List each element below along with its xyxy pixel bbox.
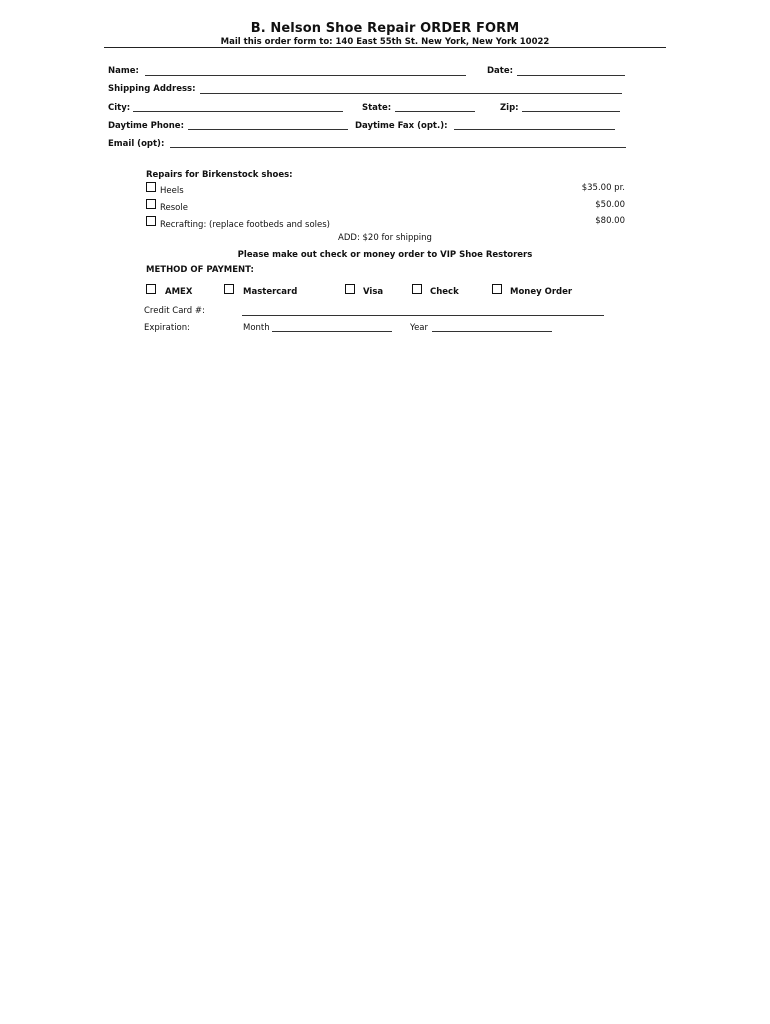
mastercard-label: Mastercard xyxy=(243,287,298,297)
expiration-label: Expiration: xyxy=(144,323,191,333)
resole-label: Resole xyxy=(160,203,188,213)
date-field[interactable] xyxy=(517,75,625,76)
email-field[interactable] xyxy=(170,147,626,148)
money-order-label: Money Order xyxy=(510,287,573,297)
month-label: Month xyxy=(243,323,270,333)
zip-field[interactable] xyxy=(522,111,620,112)
resole-price: $50.00 xyxy=(595,200,625,210)
year-field[interactable] xyxy=(432,331,552,332)
fax-label: Daytime Fax (opt.): xyxy=(355,121,448,131)
credit-card-label: Credit Card #: xyxy=(144,306,205,316)
month-field[interactable] xyxy=(272,331,392,332)
amex-checkbox[interactable] xyxy=(146,284,156,294)
shipping-address-label: Shipping Address: xyxy=(108,84,196,94)
heels-checkbox[interactable] xyxy=(146,182,156,192)
mailing-address: Mail this order form to: 140 East 55th St. New York, New York 10022 xyxy=(220,37,550,47)
visa-checkbox[interactable] xyxy=(345,284,355,294)
title-divider xyxy=(104,47,666,48)
city-label: City: xyxy=(108,103,131,113)
city-field[interactable] xyxy=(133,111,343,112)
check-checkbox[interactable] xyxy=(412,284,422,294)
check-label: Check xyxy=(430,287,459,297)
heels-label: Heels xyxy=(160,186,184,196)
year-label: Year xyxy=(410,323,428,333)
email-label: Email (opt): xyxy=(108,139,165,149)
amex-label: AMEX xyxy=(165,287,193,297)
heels-price: $35.00 pr. xyxy=(581,183,625,193)
state-label: State: xyxy=(362,103,392,113)
phone-field[interactable] xyxy=(188,129,348,130)
check-payable-note: Please make out check or money order to VIP Shoe Restorers xyxy=(237,250,533,260)
money-order-checkbox[interactable] xyxy=(492,284,502,294)
zip-label: Zip: xyxy=(500,103,519,113)
name-label: Name: xyxy=(108,66,139,76)
date-label: Date: xyxy=(487,66,514,76)
recrafting-checkbox[interactable] xyxy=(146,216,156,226)
form-title: B. Nelson Shoe Repair ORDER FORM xyxy=(250,21,520,36)
mastercard-checkbox[interactable] xyxy=(224,284,234,294)
name-field[interactable] xyxy=(145,75,466,76)
phone-label: Daytime Phone: xyxy=(108,121,184,131)
credit-card-field[interactable] xyxy=(242,315,604,316)
resole-checkbox[interactable] xyxy=(146,199,156,209)
state-field[interactable] xyxy=(395,111,475,112)
shipping-add-note: ADD: $20 for shipping xyxy=(338,233,432,243)
recrafting-label: Recrafting: (replace footbeds and soles) xyxy=(160,220,330,230)
payment-heading: METHOD OF PAYMENT: xyxy=(146,265,254,275)
fax-field[interactable] xyxy=(454,129,615,130)
repairs-heading: Repairs for Birkenstock shoes: xyxy=(146,170,293,180)
recrafting-price: $80.00 xyxy=(595,216,625,226)
visa-label: Visa xyxy=(363,287,384,297)
shipping-address-field[interactable] xyxy=(200,93,622,94)
